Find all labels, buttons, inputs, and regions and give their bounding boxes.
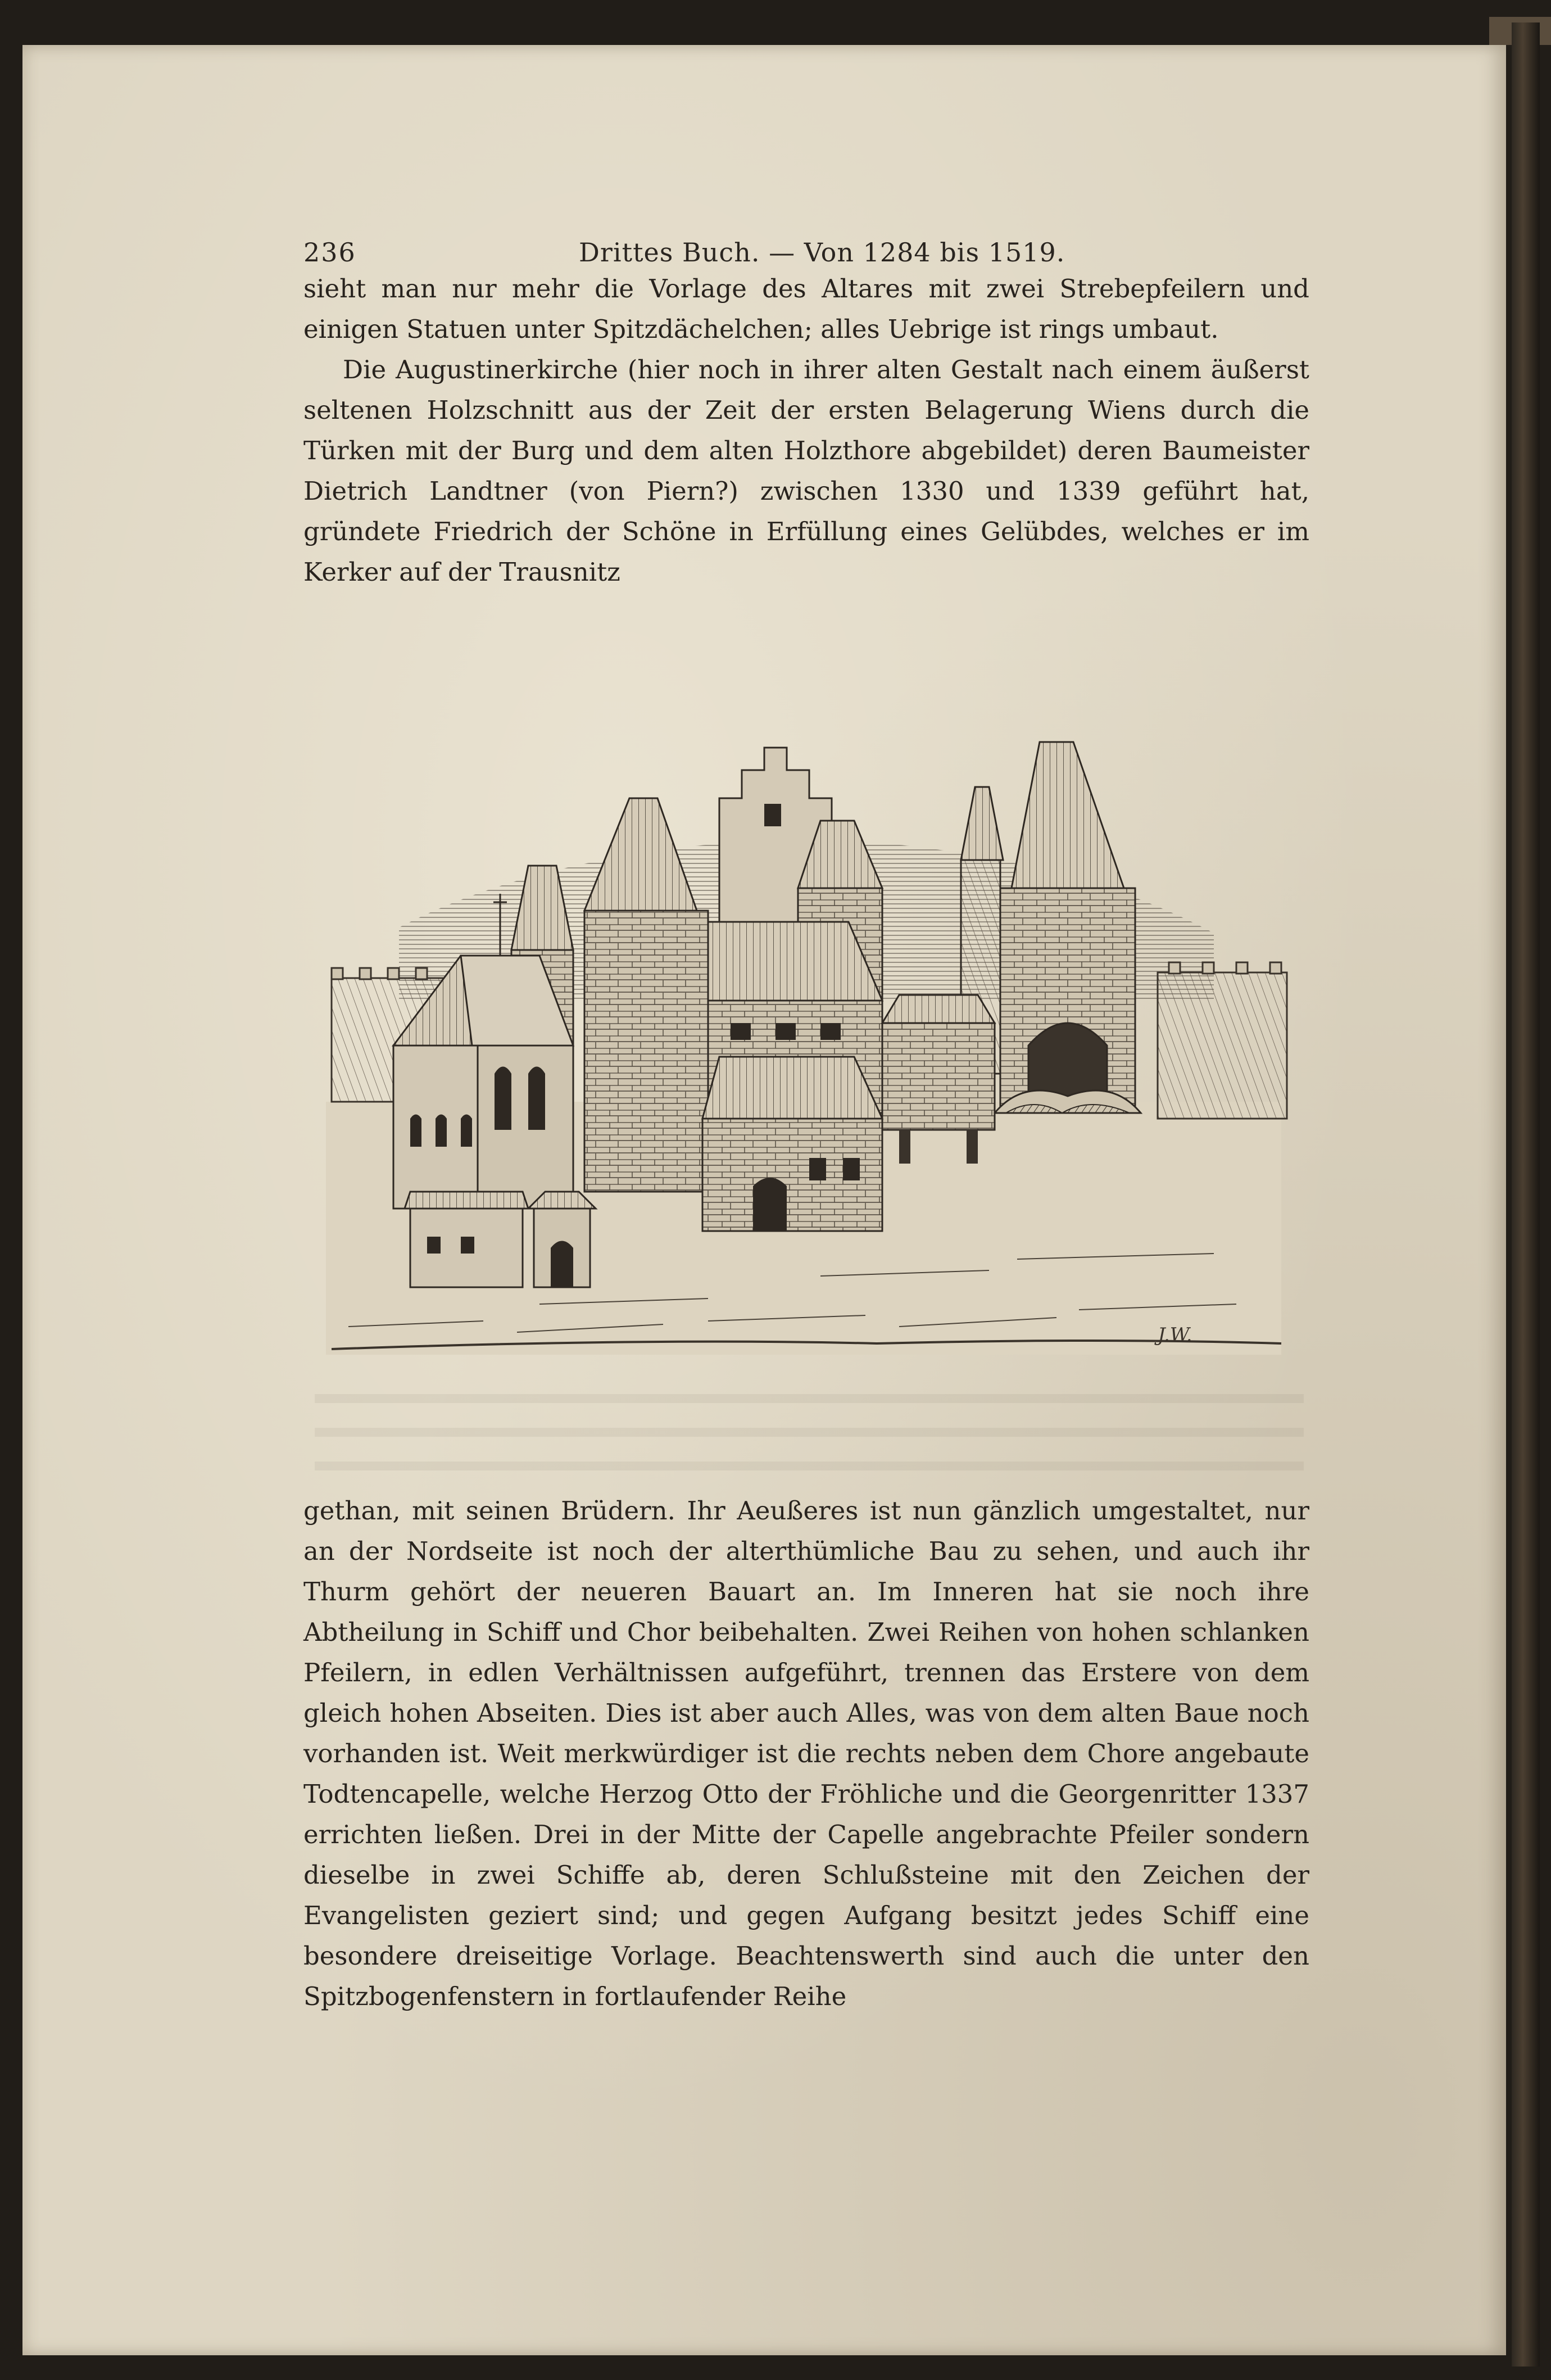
page-header — [303, 230, 1309, 270]
bleed-through-text — [315, 1383, 1304, 1495]
page-number: 236 — [303, 237, 356, 268]
woodcut-church-drawing — [315, 708, 1292, 1372]
church-facade — [478, 1046, 573, 1209]
woodcut-signature: J.W. — [1158, 1324, 1192, 1346]
text-block-top — [303, 269, 1309, 592]
right-wall — [1158, 972, 1287, 1119]
book-edge — [1512, 22, 1540, 2367]
paragraph-continued-after-figure: gethan, mit seinen Brüdern. Ihr Aeußeres ist nun gänzlich umgestaltet, nur an der Nordseite ist noch der alterthümliche Bau zu sehen, und auch ihr Thurm gehört der neueren Bauart an. Im Inneren hat sie noch ihre Abtheilung in Schiff und Chor beibehalten. Zwei Reihen von hohen schlanken Pfeilern, in edlen Verhältnissen aufgeführt, trennen das Erstere von dem gleich hohen Abseiten. Dies ist aber auch Alles, was von dem alten Baue noch vorhanden ist. Weit merkwürdiger ist die rechts neben dem Chore angebaute Todtencapelle, welche Herzog Otto der Fröhliche und die Georgenritter 1337 errichten ließen. Drei in der Mitte der Capelle angebrachte Pfeiler sondern dieselbe in zwei Schiffe ab, deren Schlußsteine mit den Zeichen der Evangelisten geziert sind; und gegen Aufgang besitzt jedes Schiff eine besondere dreiseitige Vorlage. Beachtenswerth sind auch die unter den Spitzbogenfenstern in fortlaufender Reihe — [303, 1496, 1309, 2011]
woodcut-illustration — [315, 708, 1292, 1372]
front-house-roof — [702, 1057, 882, 1119]
gate-tower-spire — [1012, 742, 1124, 888]
running-head: Drittes Buch. — Von 1284 bis 1519. — [579, 237, 1065, 268]
keep-tower — [584, 911, 708, 1192]
text-block-bottom — [303, 1491, 1309, 2017]
paragraph-continued: sieht man nur mehr die Vorlage des Altares mit zwei Strebepfeilern und einigen Statuen unter Spitzdächelchen; alles Uebrige ist rings umbaut. — [303, 274, 1309, 344]
paragraph-augustinerkirche: Die Augustinerkirche (hier noch in ihrer alten Gestalt nach einem äußerst seltenen Holzschnitt aus der Zeit der ersten Belagerung Wiens durch die Türken mit der Burg und dem alten Holzthore abgebildet) deren Baumeister Dietrich Landtner (von Piern?) zwischen 1330 und 1339 geführt hat, gründete Friedrich der Schöne in Erfüllung eines Gelübdes, welches er im Kerker auf der Trausnitz — [303, 355, 1309, 587]
